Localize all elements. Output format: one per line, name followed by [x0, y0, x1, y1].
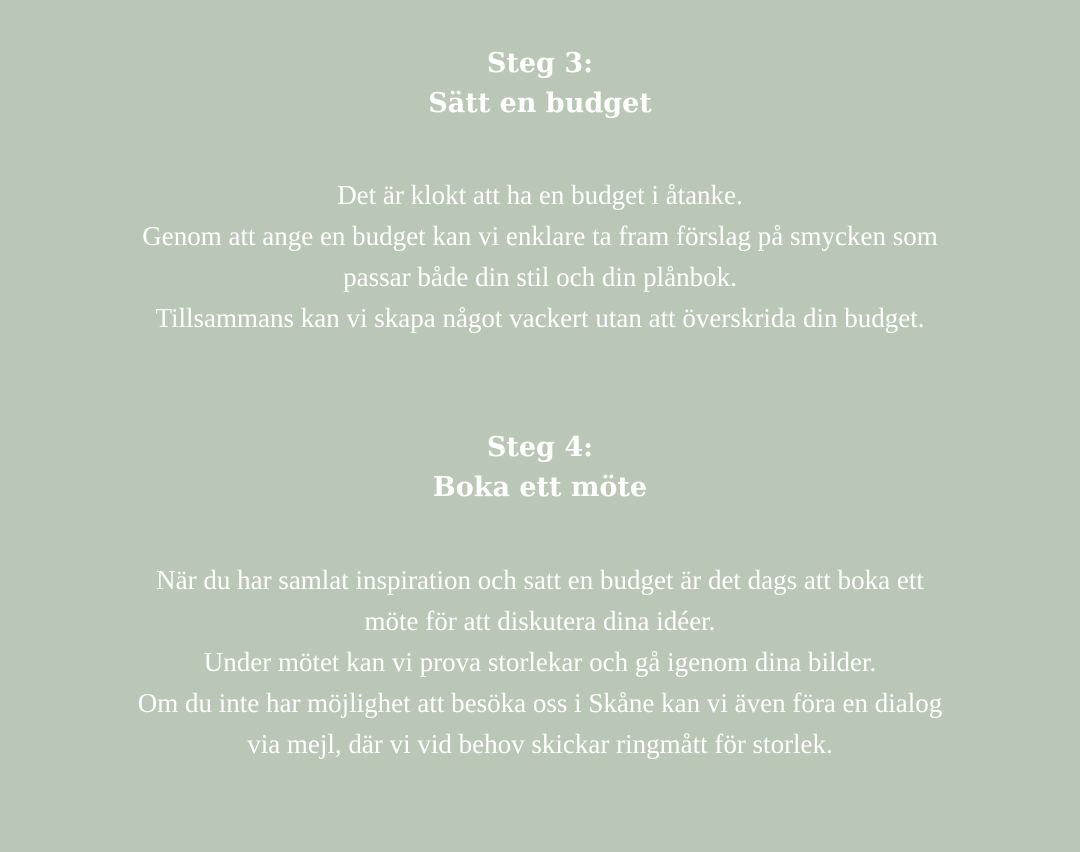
step-3-line-4: Tillsammans kan vi skapa något vackert utan att överskrida din budget.	[155, 303, 925, 333]
step-4-line-4: Om du inte har möjlighet att besöka oss i Skåne kan vi även föra en dialog	[137, 688, 943, 718]
step-3-heading	[0, 44, 1080, 124]
step-3-description	[0, 175, 1080, 339]
step-4-label: Steg 4:	[486, 432, 594, 463]
step-4-line-5: via mejl, där vi vid behov skickar ringmått för storlek.	[247, 729, 833, 759]
step-4-line-1: När du har samlat inspiration och satt en budget är det dags att boka ett	[156, 565, 924, 595]
step-3-title: Sätt en budget	[428, 88, 652, 119]
step-4-title: Boka ett möte	[432, 472, 648, 503]
step-3-section	[0, 44, 1080, 339]
step-3-line-2: Genom att ange en budget kan vi enklare ta fram förslag på smycken som	[142, 221, 938, 251]
step-4-section	[0, 428, 1080, 765]
step-3-line-1: Det är klokt att ha en budget i åtanke.	[337, 180, 743, 210]
step-3-line-3: passar både din stil och din plånbok.	[343, 262, 737, 292]
step-4-line-2: möte för att diskutera dina idéer.	[364, 606, 716, 636]
step-4-heading	[0, 428, 1080, 508]
step-4-line-3: Under mötet kan vi prova storlekar och gå igenom dina bilder.	[203, 647, 877, 677]
step-3-label: Steg 3:	[486, 48, 594, 79]
step-4-description	[0, 560, 1080, 765]
